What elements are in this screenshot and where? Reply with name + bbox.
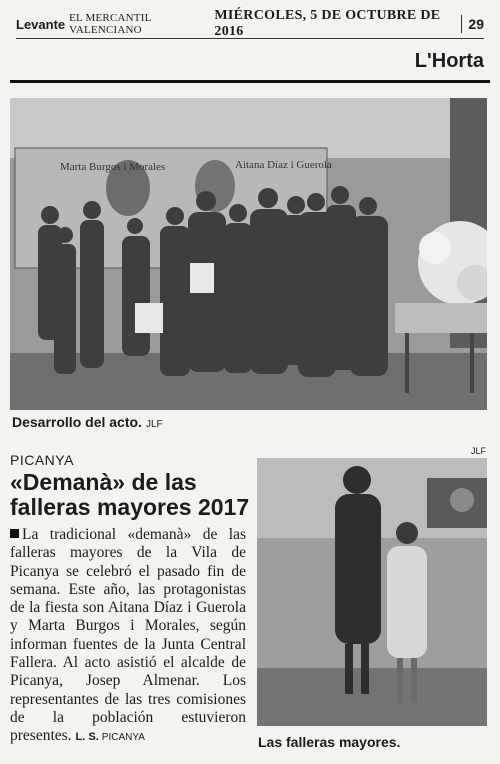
newspaper-subtitle: EL MERCANTIL VALENCIANO bbox=[69, 12, 152, 36]
article-signature-place: PICANYA bbox=[101, 732, 145, 744]
article-body bbox=[10, 526, 246, 748]
photo-caption-top bbox=[12, 414, 163, 430]
section-title: L'Horta bbox=[414, 50, 484, 72]
section-rule bbox=[10, 80, 490, 83]
photo-credit-bottom: JLF bbox=[470, 446, 486, 456]
article-signature: L. S. bbox=[75, 731, 99, 744]
caption-text: Desarrollo del acto. bbox=[12, 414, 142, 430]
article-location: PICANYA bbox=[10, 452, 74, 468]
page-number: 29 bbox=[468, 16, 484, 32]
article-headline: «Demanà» de las falleras mayores 2017 bbox=[10, 469, 250, 520]
photo-credit: JLF bbox=[145, 419, 163, 430]
issue-date: MIÉRCOLES, 5 DE OCTUBRE DE 2016 bbox=[214, 8, 441, 39]
group-photo bbox=[10, 98, 487, 410]
newspaper-brand: Levante bbox=[16, 16, 66, 32]
banner-name-right: Aitana Díaz i Guerola bbox=[235, 159, 332, 171]
page-header bbox=[16, 10, 484, 39]
lead-square-icon bbox=[10, 529, 19, 538]
falleras-photo bbox=[257, 458, 487, 726]
banner-name-left: Marta Burgos i Morales bbox=[60, 161, 166, 173]
photo-caption-bottom: Las falleras mayores. bbox=[258, 734, 401, 750]
article-body-text: La tradicional «demanà» de las falleras mayores de la Vila de Picanya se celebró el pasado fin de semana. Este año, las protagonistas de la fiesta son Aitana Díaz i Guerola y Marta Burgos i Morales, según informan fuentes de la Junta Central Fallera. Al acto asistió el alcalde de Picanya, Josep Almenar. Los representantes de las tres comisiones de la población estuvieron presentes. bbox=[10, 526, 246, 745]
header-divider bbox=[461, 15, 462, 33]
